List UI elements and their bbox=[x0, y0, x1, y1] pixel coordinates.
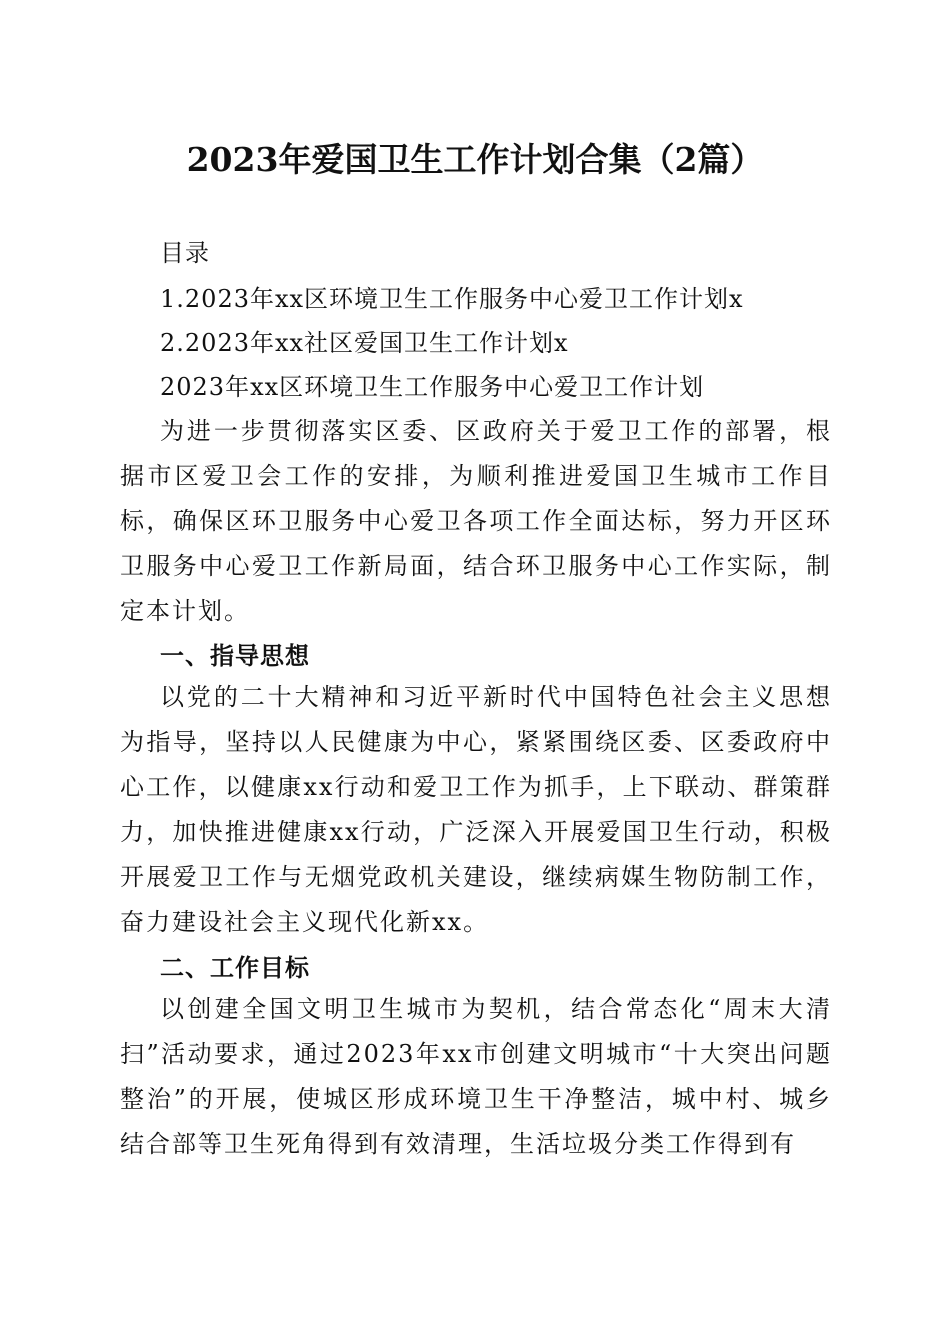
section-paragraph-guiding-thought: 以党的二十大精神和习近平新时代中国特色社会主义思想为指导，坚持以人民健康为中心，紧紧围绕区委、区委政府中心工作，以健康xx行动和爱卫工作为抓手，上下联动、群策群力，加快推进健康xx行动，广泛深入开展爱国卫生行动，积极开展爱卫工作与无烟党政机关建设，继续病媒生物防制工作，奋力建设社会主义现代化新xx。 bbox=[120, 683, 832, 936]
toc-item-2: 2.2023年xx社区爱国卫生工作计划x bbox=[160, 329, 569, 357]
section-paragraph-work-goals: 以创建全国文明卫生城市为契机，结合常态化“周末大清扫”活动要求，通过2023年xx市创建文明城市“十大突出问题整治”的开展，使城区形成环境卫生干净整洁，城中村、城乡结合部等卫生死角得到有效清理，生活垃圾分类工作得到有 bbox=[120, 995, 832, 1158]
section-heading-guiding-thought: 一、指导思想 bbox=[160, 642, 310, 670]
intro-paragraph: 为进一步贯彻落实区委、区政府关于爱卫工作的部署，根据市区爱卫会工作的安排，为顺利推进爱国卫生城市工作目标，确保区环卫服务中心爱卫各项工作全面达标，努力开区环卫服务中心爱卫工作新局面，结合环卫服务中心工作实际，制定本计划。 bbox=[120, 417, 832, 625]
document-title: 2023年爱国卫生工作计划合集（2篇） bbox=[186, 140, 764, 179]
section-heading-work-goals: 二、工作目标 bbox=[160, 954, 310, 982]
article-title: 2023年xx区环境卫生工作服务中心爱卫工作计划 bbox=[160, 373, 705, 401]
toc-label: 目录 bbox=[160, 239, 210, 267]
toc-item-1: 1.2023年xx区环境卫生工作服务中心爱卫工作计划x bbox=[160, 285, 744, 313]
